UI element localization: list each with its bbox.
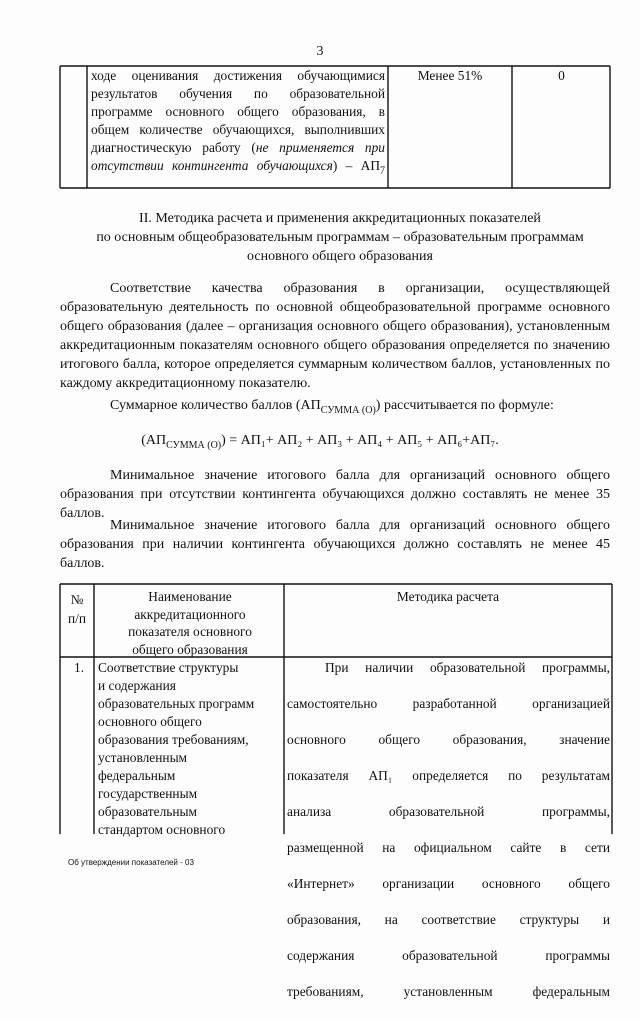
indicator-name-line: образовательным xyxy=(98,804,198,819)
indicator-name-line: образовательных программ xyxy=(98,696,255,711)
table-row-indicator-name xyxy=(98,659,282,839)
formula-rhs: ) = АП₁+ АП₂ + АП₃ + АП₄ + АП₅ + АП₆+АП₇. xyxy=(221,433,499,448)
method-line: основного общего образования, значение xyxy=(287,732,610,747)
table-row-method xyxy=(287,659,610,1019)
footer-note: Об утверждении показателей - 03 xyxy=(68,858,194,867)
indicator-name-line: и содержания xyxy=(98,678,176,693)
paragraph-min-score-with-contingent: Минимальное значение итогового балла для организаций основного общего образования при наличии контингента обучающихся должно составлять не менее 45 баллов. xyxy=(60,518,610,571)
formula-lhs: (АП xyxy=(141,433,167,448)
table-row-number: 1. xyxy=(74,660,85,675)
top-table-indicator-subscript: 7 xyxy=(380,165,385,177)
top-table-threshold: Менее 51% xyxy=(417,68,483,83)
sum-formula xyxy=(0,433,640,451)
method-line: показателя АП₁ определяется по результатам xyxy=(287,768,610,783)
section-heading-line: по основным общеобразовательным программам – образовательным программам xyxy=(96,230,584,245)
page-number: 3 xyxy=(316,44,324,59)
sum-intro-after: ) рассчитывается по формуле: xyxy=(375,398,554,413)
section-heading xyxy=(60,209,620,266)
method-line: требованиям, установленным федеральным xyxy=(287,984,610,999)
section-heading-line: II. Методика расчета и применения аккредитационных показателей xyxy=(139,211,541,226)
paragraph-quality-correspondence: Соответствие качества образования в организации, осуществляющей образовательную деятельность по основной общеобразовательной программе основного общего образования (далее – организация основного общего образования), установленным аккредитационным показателям основного общего образования определяется по значению итогового балла, которое определяется суммарным количеством баллов, установленных по каждому аккредитационному показателю. xyxy=(60,281,610,391)
method-line: самостоятельно разработанной организацией xyxy=(287,696,610,711)
indicator-name-line: основного общего xyxy=(98,714,202,729)
formula-lhs-subscript: СУММА (О) xyxy=(166,439,222,451)
sum-intro-subscript: СУММА (О) xyxy=(320,404,376,416)
method-line: образования, на соответствие структуры и xyxy=(287,912,610,927)
method-line: При наличии образовательной программы, xyxy=(325,660,610,675)
indicator-name-line: установленным xyxy=(98,750,188,765)
section-heading-line: основного общего образования xyxy=(247,249,433,264)
indicator-name-line: федеральным xyxy=(98,768,176,783)
table-header-indicator-name: Наименование аккредитационного показателя основного общего образования xyxy=(128,589,252,657)
top-table-indicator-note: не применяется при отсутствии контингента обучающихся xyxy=(91,140,385,173)
indicator-name-line: стандартом основного xyxy=(98,822,226,837)
method-line: анализа образовательной программы, xyxy=(287,804,610,819)
top-table-score: 0 xyxy=(558,68,565,83)
method-line: «Интернет» организации основного общего xyxy=(287,876,610,891)
indicator-name-line: образования требованиям, xyxy=(98,732,249,747)
top-table-indicator-text: ходе оценивания достижения обучающимися результатов обучения по образовательной программе основного общего образования, в общем количестве обучающихся, выполнивших диагностическую работу ( xyxy=(91,68,385,155)
paragraph-sum-intro xyxy=(60,396,610,420)
table-header-number: № п/п xyxy=(67,592,87,626)
top-table-indicator-tail: ) – АП xyxy=(332,158,380,173)
indicator-name-line: государственным xyxy=(98,786,198,801)
sum-intro-before: Суммарное количество баллов (АП xyxy=(110,398,321,413)
method-line: размещенной на официальном сайте в сети xyxy=(287,840,610,855)
top-table-indicator-cell xyxy=(91,67,385,199)
method-line: содержания образовательной программы xyxy=(287,948,610,963)
table-header-method: Методика расчета xyxy=(396,589,500,604)
indicator-name-line: Соответствие структуры xyxy=(98,660,239,675)
paragraph-min-score-no-contingent: Минимальное значение итогового балла для организаций основного общего образования при отсутствии контингента обучающихся должно составлять не менее 35 баллов. xyxy=(60,468,610,521)
